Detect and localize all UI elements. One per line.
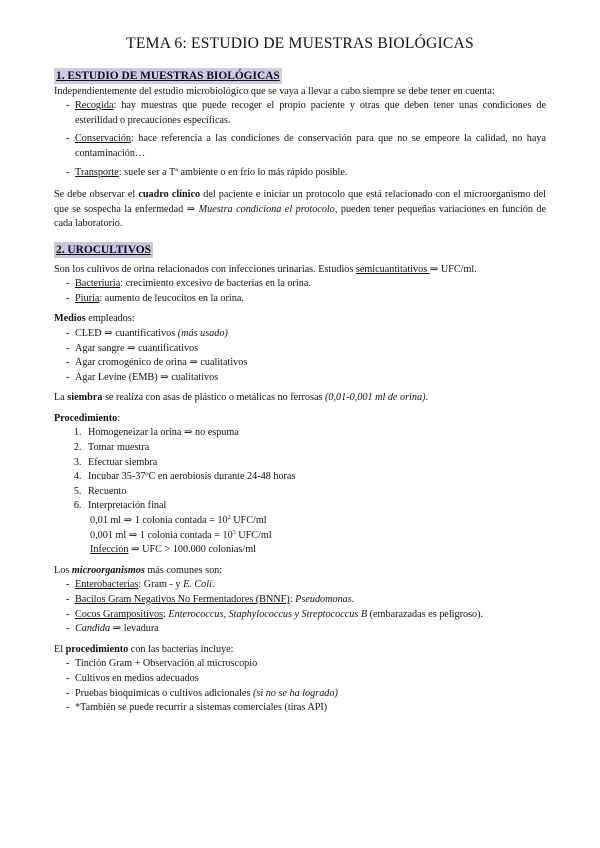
step-item: 6. Interpretación final bbox=[84, 499, 546, 514]
list-item: - Pruebas bioquímicas o cultivos adicionales (si no se ha logrado) bbox=[66, 687, 546, 702]
siembra-paragraph: La siembra se realiza con asas de plástico o metálicas no ferrosas (0,01-0,001 ml de orina). bbox=[54, 392, 429, 404]
bacterias-heading: El procedimiento con las bacterias incluye: bbox=[54, 643, 234, 655]
medios-list bbox=[54, 327, 546, 385]
list-item: - Cultivos en medios adecuados bbox=[66, 672, 546, 687]
section-1-paragraph: Se debe observar el cuadro clínico del paciente e iniciar un protocolo que está relacionado con el microorganismo del que se sospecha la enfermedad ⇒ Muestra condiciona el protocolo, pueden tener pequeñas variaciones en función de cada laboratorio. bbox=[54, 189, 547, 230]
definitions-list bbox=[54, 277, 546, 306]
interpretation-line: 0,01 ml ⇒ 1 colonia contada = $10^2$ UFC/ml bbox=[90, 515, 267, 527]
procedure-steps bbox=[54, 426, 546, 514]
page-title: TEMA 6: ESTUDIO DE MUESTRAS BIOLÓGICAS bbox=[126, 35, 474, 52]
list-item: - Candida ⇒ levadura bbox=[66, 622, 546, 637]
list-item: - Bacteriuria: crecimiento excesivo de bacterias en la orina. bbox=[66, 277, 546, 292]
step-item: 3. Efectuar siembra bbox=[84, 456, 546, 471]
step-item: 4. Incubar 35-37ºC en aerobiosis durante 24-48 horas bbox=[84, 470, 546, 485]
microorganismos-heading: Los microorganismos más comunes son: bbox=[54, 564, 223, 576]
list-item: - Agar cromogénico de orina ⇒ cualitativos bbox=[66, 356, 546, 371]
medios-heading: Medios empleados: bbox=[54, 313, 135, 325]
list-item: - *También se puede recurrir a sistemas comerciales (tiras API) bbox=[66, 701, 546, 716]
section-1-heading: 1. ESTUDIO DE MUESTRAS BIOLÓGICAS bbox=[56, 70, 280, 82]
list-item: - Cocos Grampositivos: Enterococcus, Staphylococcus y Streptococcus B (embarazadas es peligroso). bbox=[66, 608, 546, 623]
microorganismos-list bbox=[54, 578, 546, 636]
interpretation-block bbox=[54, 514, 546, 558]
section-2-heading: 2. UROCULTIVOS bbox=[56, 243, 151, 256]
step-item: 1. Homogeneizar la orina ⇒ no espuma bbox=[84, 426, 546, 441]
list-item: - Conservación: hace referencia a las condiciones de conservación para que no se empeore la calidad, no haya contaminación… bbox=[66, 132, 546, 161]
list-item: - Transporte: suele ser a Tª ambiente o en frío lo más rápido posible. bbox=[66, 166, 546, 181]
procedimiento-heading: Procedimiento: bbox=[54, 412, 121, 424]
list-item: - CLED ⇒ cuantificativos (más usado) bbox=[66, 327, 546, 342]
bacterias-list bbox=[54, 657, 546, 715]
section-1-list bbox=[54, 99, 546, 180]
interpretation-line: 0,001 ml ⇒ 1 colonia contada = $10^3$ UFC/ml bbox=[90, 529, 272, 541]
step-item: 2. Tomar muestra bbox=[84, 441, 546, 456]
document-page bbox=[54, 34, 546, 716]
list-item: - Enterobacterias: Gram - y E. Coli. bbox=[66, 578, 546, 593]
list-item: - Tinción Gram + Observación al microscopio bbox=[66, 657, 546, 672]
list-item: - Agar Levine (EMB) ⇒ cualitativos bbox=[66, 371, 546, 386]
infection-line: Infección ⇒ UFC > 100.000 colonias/ml bbox=[90, 544, 256, 556]
list-item: - Agar sangre ⇒ cuantificativos bbox=[66, 342, 546, 357]
section-2-intro: Son los cultivos de orina relacionados con infecciones urinarias. Estudios semicuantitativos ⇒ UFC/ml. bbox=[54, 263, 477, 275]
step-item: 5. Recuento bbox=[84, 485, 546, 500]
list-item: - Recogida: hay muestras que puede recoger el propio paciente y otras que deben tener unas condiciones de esterilidad o precauciones específicas. bbox=[66, 99, 546, 128]
section-1-intro: Independientemente del estudio microbiológico que se vaya a llevar a cabo siempre se debe tener en cuenta: bbox=[54, 85, 495, 97]
list-item: - Piuria: aumento de leucocitos en la orina. bbox=[66, 292, 546, 307]
list-item: - Bacilos Gram Negativos No Fermentadores (BNNF): Pseudomonas. bbox=[66, 593, 546, 608]
